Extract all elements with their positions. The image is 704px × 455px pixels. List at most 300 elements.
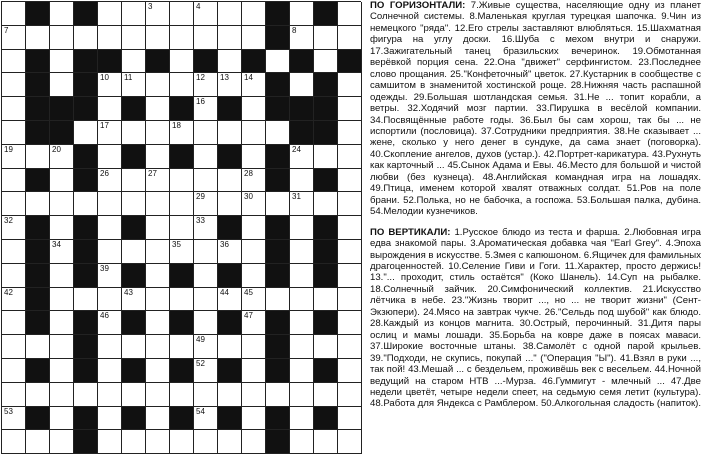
grid-cell[interactable]: [338, 311, 362, 335]
black-cell: [338, 50, 362, 74]
grid-cell[interactable]: [314, 50, 338, 74]
grid-cell[interactable]: [314, 383, 338, 407]
grid-cell[interactable]: [338, 73, 362, 97]
grid-cell[interactable]: [146, 359, 170, 383]
grid-cell[interactable]: [170, 169, 194, 193]
black-cell: [266, 26, 290, 50]
grid-cell[interactable]: [194, 311, 218, 335]
grid-cell[interactable]: [242, 2, 266, 26]
grid-cell[interactable]: [170, 240, 194, 264]
grid-cell[interactable]: [50, 430, 74, 454]
grid-cell[interactable]: [98, 192, 122, 216]
grid-cell[interactable]: [242, 240, 266, 264]
grid-cell[interactable]: [338, 216, 362, 240]
grid-cell[interactable]: [26, 335, 50, 359]
black-cell: [74, 216, 98, 240]
grid-cell[interactable]: [242, 430, 266, 454]
grid-cell[interactable]: [2, 169, 26, 193]
black-cell: [26, 407, 50, 431]
cell-number: 43: [124, 287, 133, 297]
black-cell: [74, 311, 98, 335]
black-cell: [146, 50, 170, 74]
grid-cell[interactable]: [338, 407, 362, 431]
grid-cell[interactable]: [290, 240, 314, 264]
black-cell: [122, 264, 146, 288]
cell-number: 30: [244, 192, 253, 202]
grid-cell[interactable]: [98, 430, 122, 454]
grid-cell[interactable]: [290, 26, 314, 50]
black-cell: [170, 97, 194, 121]
grid-cell[interactable]: [218, 2, 242, 26]
grid-cell[interactable]: [98, 73, 122, 97]
grid-cell[interactable]: [98, 311, 122, 335]
grid-cell[interactable]: [218, 73, 242, 97]
black-cell: [170, 359, 194, 383]
grid-cell[interactable]: [170, 26, 194, 50]
cell-number: 17: [100, 120, 109, 130]
grid-cell[interactable]: [122, 288, 146, 312]
grid-cell[interactable]: [50, 335, 74, 359]
grid-cell[interactable]: [146, 407, 170, 431]
clues-panel: [370, 0, 701, 455]
grid-cell[interactable]: [50, 407, 74, 431]
grid-cell[interactable]: [242, 311, 266, 335]
grid-cell[interactable]: [98, 26, 122, 50]
grid-cell[interactable]: [266, 383, 290, 407]
grid-cell[interactable]: [242, 26, 266, 50]
black-cell: [122, 145, 146, 169]
grid-cell[interactable]: [170, 430, 194, 454]
grid-cell[interactable]: [2, 240, 26, 264]
black-cell: [26, 2, 50, 26]
grid-cell[interactable]: [146, 311, 170, 335]
black-cell: [314, 407, 338, 431]
grid-cell[interactable]: [146, 73, 170, 97]
black-cell: [50, 121, 74, 145]
grid-cell[interactable]: [170, 288, 194, 312]
grid-cell[interactable]: [26, 145, 50, 169]
grid-cell[interactable]: [194, 145, 218, 169]
black-cell: [218, 216, 242, 240]
cell-number: 24: [292, 144, 301, 154]
grid-cell[interactable]: [146, 121, 170, 145]
grid-cell[interactable]: [290, 145, 314, 169]
grid-cell[interactable]: [242, 121, 266, 145]
grid-cell[interactable]: [50, 73, 74, 97]
cell-number: 45: [244, 287, 253, 297]
grid-cell[interactable]: [266, 50, 290, 74]
grid-cell[interactable]: [194, 383, 218, 407]
grid-cell[interactable]: [2, 73, 26, 97]
grid-cell[interactable]: [290, 192, 314, 216]
cell-number: 8: [292, 25, 297, 35]
cell-number: 19: [4, 144, 13, 154]
grid-cell[interactable]: [2, 145, 26, 169]
grid-cell[interactable]: [314, 430, 338, 454]
black-cell: [26, 288, 50, 312]
grid-cell[interactable]: [50, 288, 74, 312]
grid-cell[interactable]: [194, 121, 218, 145]
grid-cell[interactable]: [50, 169, 74, 193]
grid-cell[interactable]: [74, 192, 98, 216]
grid-cell[interactable]: [98, 288, 122, 312]
cell-number: 33: [196, 216, 205, 226]
grid-cell[interactable]: [194, 335, 218, 359]
cell-number: 29: [196, 192, 205, 202]
grid-cell[interactable]: [170, 192, 194, 216]
black-cell: [266, 2, 290, 26]
down-clues-text: 1.Русское блюдо из теста и фарша. 2.Любовная игра едва знакомой пары. 3.Ароматическая добавка чая "Earl Grey". 4.Эпоха вырождения в искусстве. 5.Змея с капюшоном. 6.Ящичек для фамильных драгоценностей. 10.Селение Гиви и Гоги. 11.Характер, просто держись! 13."... проходит, стиль остаётся" (Коко Шанель). 14.Суп на рыбалке. 18.Солнечный зайчик. 20.Симфонический коллектив. 21.Искусство лётчика в небе. 23."Жизнь творит ..., но ... не творит жизни" (Сент-Экзюпери). 24.Мясо на завтрак чукче. 26."Сельдь под шубой" как блюдо. 28.Каждый из концов магнита. 30.Острый, перочинный. 31.Дитя пары ослиц и мамы лошади. 35.Борьба на ковре даже в поясах маваси. 37.Широкие восточные штаны. 38.Самолёт с одной парой крыльев. 39."Подходи, не скупись, покупай ..." ("Операция "Ы"). 41.Взял в руки ..., так пой! 43.Мешай ... с бездельем, проживёшь век с весельем. 44.Ночной ведущий на старом НТВ ...-Мурза. 46.Гуммигут - млечный ... 47.Две недели цветёт, четыре недели спеет, на седьмую семя летит (культура). 48.Работа для Яндекса с Рамблером. 50.Алкогольная сладость (напиток).: [370, 226, 701, 410]
cell-number: 10: [100, 73, 109, 83]
grid-cell[interactable]: [2, 383, 26, 407]
grid-cell[interactable]: [338, 192, 362, 216]
grid-cell[interactable]: [242, 264, 266, 288]
grid-cell[interactable]: [194, 192, 218, 216]
black-cell: [266, 216, 290, 240]
grid-cell[interactable]: [218, 383, 242, 407]
grid-cell[interactable]: [170, 216, 194, 240]
grid-cell[interactable]: [290, 2, 314, 26]
grid-cell[interactable]: [74, 383, 98, 407]
cell-number: 39: [100, 263, 109, 273]
grid-cell[interactable]: [146, 216, 170, 240]
grid-cell[interactable]: [218, 26, 242, 50]
grid-cell[interactable]: [98, 335, 122, 359]
cell-number: 34: [52, 239, 61, 249]
grid-cell[interactable]: [194, 264, 218, 288]
grid-cell[interactable]: [26, 26, 50, 50]
grid-cell[interactable]: [26, 192, 50, 216]
grid-cell[interactable]: [122, 240, 146, 264]
cell-number: 36: [220, 239, 229, 249]
grid-cell[interactable]: [122, 50, 146, 74]
grid-cell[interactable]: [2, 359, 26, 383]
grid-cell[interactable]: [242, 145, 266, 169]
black-cell: [314, 169, 338, 193]
grid-cell[interactable]: [290, 359, 314, 383]
grid-cell[interactable]: [2, 97, 26, 121]
grid-cell[interactable]: [314, 26, 338, 50]
grid-cell[interactable]: [98, 264, 122, 288]
grid-cell[interactable]: [146, 26, 170, 50]
black-cell: [218, 359, 242, 383]
cell-number: 26: [100, 168, 109, 178]
grid-cell[interactable]: [146, 169, 170, 193]
cell-number: 13: [220, 73, 229, 83]
black-cell: [170, 311, 194, 335]
black-cell: [218, 264, 242, 288]
grid-cell[interactable]: [2, 50, 26, 74]
black-cell: [290, 97, 314, 121]
grid-cell[interactable]: [146, 240, 170, 264]
black-cell: [122, 407, 146, 431]
grid-cell[interactable]: [50, 50, 74, 74]
across-clues: [370, 0, 701, 218]
grid-cell[interactable]: [50, 311, 74, 335]
grid-cell[interactable]: [338, 121, 362, 145]
cell-number: 3: [148, 2, 153, 11]
cell-number: 32: [4, 216, 13, 226]
grid-cell[interactable]: [50, 216, 74, 240]
grid-cell[interactable]: [194, 359, 218, 383]
grid-cell[interactable]: [290, 169, 314, 193]
black-cell: [266, 73, 290, 97]
black-cell: [74, 169, 98, 193]
grid-cell[interactable]: [2, 2, 26, 26]
black-cell: [74, 2, 98, 26]
black-cell: [26, 73, 50, 97]
black-cell: [266, 430, 290, 454]
grid-cell[interactable]: [218, 240, 242, 264]
grid-cell[interactable]: [338, 288, 362, 312]
black-cell: [170, 145, 194, 169]
grid-cell[interactable]: [2, 335, 26, 359]
grid-cell[interactable]: [290, 264, 314, 288]
black-cell: [266, 311, 290, 335]
black-cell: [314, 240, 338, 264]
grid-cell[interactable]: [50, 145, 74, 169]
grid-cell[interactable]: [122, 169, 146, 193]
down-clues: [370, 227, 701, 410]
grid-cell[interactable]: [2, 121, 26, 145]
grid-cell[interactable]: [194, 407, 218, 431]
black-cell: [218, 145, 242, 169]
black-cell: [266, 264, 290, 288]
black-cell: [74, 335, 98, 359]
black-cell: [290, 121, 314, 145]
grid-cell[interactable]: [50, 2, 74, 26]
grid-cell[interactable]: [170, 383, 194, 407]
grid-cell[interactable]: [170, 50, 194, 74]
black-cell: [26, 240, 50, 264]
black-cell: [74, 430, 98, 454]
grid-cell[interactable]: [338, 430, 362, 454]
grid-cell[interactable]: [194, 73, 218, 97]
grid-cell[interactable]: [194, 2, 218, 26]
black-cell: [314, 359, 338, 383]
grid-cell[interactable]: [314, 335, 338, 359]
grid-cell[interactable]: [242, 216, 266, 240]
grid-cell[interactable]: [266, 288, 290, 312]
black-cell: [170, 407, 194, 431]
grid-cell[interactable]: [98, 383, 122, 407]
grid-cell[interactable]: [98, 359, 122, 383]
grid-cell[interactable]: [290, 216, 314, 240]
grid-cell[interactable]: [50, 26, 74, 50]
grid-cell[interactable]: [194, 169, 218, 193]
black-cell: [122, 359, 146, 383]
grid-cell[interactable]: [2, 288, 26, 312]
grid-cell[interactable]: [170, 73, 194, 97]
black-cell: [170, 264, 194, 288]
grid-cell[interactable]: [218, 50, 242, 74]
grid-cell[interactable]: [122, 430, 146, 454]
grid-cell[interactable]: [266, 192, 290, 216]
grid-cell[interactable]: [146, 192, 170, 216]
grid-cell[interactable]: [74, 121, 98, 145]
grid-cell[interactable]: [146, 335, 170, 359]
cell-number: 12: [196, 73, 205, 83]
black-cell: [122, 311, 146, 335]
grid-cell[interactable]: [338, 145, 362, 169]
grid-cell[interactable]: [194, 97, 218, 121]
grid-cell[interactable]: [314, 192, 338, 216]
cell-number: 53: [4, 406, 13, 416]
cell-number: 4: [196, 2, 201, 11]
cell-number: 20: [52, 144, 61, 154]
grid-cell[interactable]: [74, 26, 98, 50]
grid-cell[interactable]: [290, 383, 314, 407]
grid-cell[interactable]: [122, 335, 146, 359]
grid-cell[interactable]: [338, 2, 362, 26]
grid-cell[interactable]: [122, 26, 146, 50]
black-cell: [266, 407, 290, 431]
grid-cell[interactable]: [122, 383, 146, 407]
grid-cell[interactable]: [146, 145, 170, 169]
grid-cell[interactable]: [122, 121, 146, 145]
grid-cell[interactable]: [194, 288, 218, 312]
grid-cell[interactable]: [170, 121, 194, 145]
grid-cell[interactable]: [146, 2, 170, 26]
black-cell: [218, 407, 242, 431]
across-clues-text: 7.Живые существа, населяющие одну из планет Солнечной системы. 8.Маленькая круглая турецкая шапочка. 9.Чин из немецкого "ряда". 12.Его стрелы заставляют влюбляться. 15.Шахматная фигура на углу доски. 16.Шуба с мехом внутри и снаружи. 17.Зажигательный танец бразильских вечеринок. 19.Обмотанная верёвкой порция сена. 22.Она "движет" серфингистом. 23.Последнее слово прощания. 25."Конфеточный" цветок. 27.Кустарник в сообществе с самшитом в знаменитой хостинской роще. 28.Нижняя часть распашной одежды. 29.Большая шотландская семья. 31.Не ... топит корабли, а ветры. 32.Ходячий мозг партии. 33.Пирушка в весёлой компании. 34.Посвящённые работе годы. 36.Был бы сам хорош, так бы ... не испортили (пословица). 37.Сотрудники предприятия. 38.Не сказывает ... жене, сколько у него денег в сундуке, да сама знает (поговорка). 40.Скопление ангелов, духов (устар.). 42.Портрет-карикатура. 43.Рухнуть как карточный ... 45.Сынок Адама и Евы. 46.Место для большой и чистой любви (без кузнеца). 48.Английская командная игра на лошадях. 49.Птица, именем которой хвалят отважных солдат. 51.Ров на поле брани. 52.Полька, но не бабочка, а госпожа. 53.Большая палка, дубина. 54.Мелодии кузнечиков.: [370, 0, 701, 218]
grid-cell[interactable]: [50, 383, 74, 407]
grid-cell[interactable]: [242, 97, 266, 121]
grid-cell[interactable]: [98, 169, 122, 193]
cell-number: 35: [172, 239, 181, 249]
black-cell: [290, 50, 314, 74]
grid-cell[interactable]: [98, 216, 122, 240]
grid-cell[interactable]: [218, 335, 242, 359]
black-cell: [26, 50, 50, 74]
grid-cell[interactable]: [122, 2, 146, 26]
grid-cell[interactable]: [98, 145, 122, 169]
grid-cell[interactable]: [50, 192, 74, 216]
grid-cell[interactable]: [50, 240, 74, 264]
grid-cell[interactable]: [26, 383, 50, 407]
grid-cell[interactable]: [26, 430, 50, 454]
grid-cell[interactable]: [2, 26, 26, 50]
grid-cell[interactable]: [290, 335, 314, 359]
black-cell: [74, 407, 98, 431]
grid-cell[interactable]: [242, 407, 266, 431]
grid-cell[interactable]: [2, 192, 26, 216]
grid-cell[interactable]: [290, 288, 314, 312]
grid-cell[interactable]: [122, 73, 146, 97]
grid-cell[interactable]: [218, 288, 242, 312]
grid-cell[interactable]: [242, 169, 266, 193]
black-cell: [26, 311, 50, 335]
grid-cell[interactable]: [146, 97, 170, 121]
grid-cell[interactable]: [194, 240, 218, 264]
grid-cell[interactable]: [146, 288, 170, 312]
black-cell: [314, 264, 338, 288]
grid-cell[interactable]: [218, 192, 242, 216]
grid-cell[interactable]: [218, 169, 242, 193]
grid-cell[interactable]: [2, 430, 26, 454]
cell-number: 49: [196, 335, 205, 345]
crossword-grid: [1, 1, 361, 454]
grid-cell[interactable]: [266, 121, 290, 145]
cell-number: 47: [244, 311, 253, 321]
cell-number: 46: [100, 311, 109, 321]
black-cell: [314, 2, 338, 26]
grid-cell[interactable]: [314, 288, 338, 312]
grid-cell[interactable]: [98, 2, 122, 26]
black-cell: [26, 216, 50, 240]
grid-cell[interactable]: [50, 264, 74, 288]
cell-number: 42: [4, 287, 13, 297]
grid-cell[interactable]: [2, 216, 26, 240]
grid-cell[interactable]: [290, 430, 314, 454]
grid-cell[interactable]: [170, 335, 194, 359]
grid-cell[interactable]: [194, 430, 218, 454]
black-cell: [74, 73, 98, 97]
grid-cell[interactable]: [218, 430, 242, 454]
grid-cell[interactable]: [242, 359, 266, 383]
grid-cell[interactable]: [242, 192, 266, 216]
grid-cell[interactable]: [338, 169, 362, 193]
grid-cell[interactable]: [2, 264, 26, 288]
grid-cell[interactable]: [194, 216, 218, 240]
black-cell: [122, 216, 146, 240]
grid-cell[interactable]: [338, 359, 362, 383]
grid-cell[interactable]: [2, 407, 26, 431]
grid-cell[interactable]: [290, 407, 314, 431]
grid-cell[interactable]: [338, 26, 362, 50]
grid-cell[interactable]: [74, 288, 98, 312]
grid-cell[interactable]: [146, 383, 170, 407]
grid-cell[interactable]: [98, 240, 122, 264]
grid-cell[interactable]: [242, 288, 266, 312]
black-cell: [26, 121, 50, 145]
grid-cell[interactable]: [338, 383, 362, 407]
black-cell: [242, 50, 266, 74]
grid-cell[interactable]: [338, 97, 362, 121]
black-cell: [266, 169, 290, 193]
grid-cell[interactable]: [338, 264, 362, 288]
grid-cell[interactable]: [242, 383, 266, 407]
grid-cell[interactable]: [290, 311, 314, 335]
grid-cell[interactable]: [122, 192, 146, 216]
grid-cell[interactable]: [170, 2, 194, 26]
grid-cell[interactable]: [194, 26, 218, 50]
grid-cell[interactable]: [146, 430, 170, 454]
black-cell: [26, 169, 50, 193]
grid-cell[interactable]: [98, 121, 122, 145]
grid-cell[interactable]: [338, 240, 362, 264]
grid-cell[interactable]: [98, 407, 122, 431]
cell-number: 16: [196, 97, 205, 107]
black-cell: [74, 97, 98, 121]
grid-cell[interactable]: [290, 73, 314, 97]
grid-cell[interactable]: [50, 359, 74, 383]
black-cell: [266, 359, 290, 383]
grid-cell[interactable]: [98, 97, 122, 121]
grid-cell[interactable]: [338, 335, 362, 359]
cell-number: 14: [244, 73, 253, 83]
grid-cell[interactable]: [314, 145, 338, 169]
grid-cell[interactable]: [218, 121, 242, 145]
cell-number: 7: [4, 25, 9, 35]
grid-cell[interactable]: [2, 311, 26, 335]
grid-cell[interactable]: [242, 73, 266, 97]
cell-number: 18: [172, 120, 181, 130]
black-cell: [314, 97, 338, 121]
grid-cell[interactable]: [242, 335, 266, 359]
cell-number: 27: [148, 168, 157, 178]
grid-cell[interactable]: [146, 264, 170, 288]
